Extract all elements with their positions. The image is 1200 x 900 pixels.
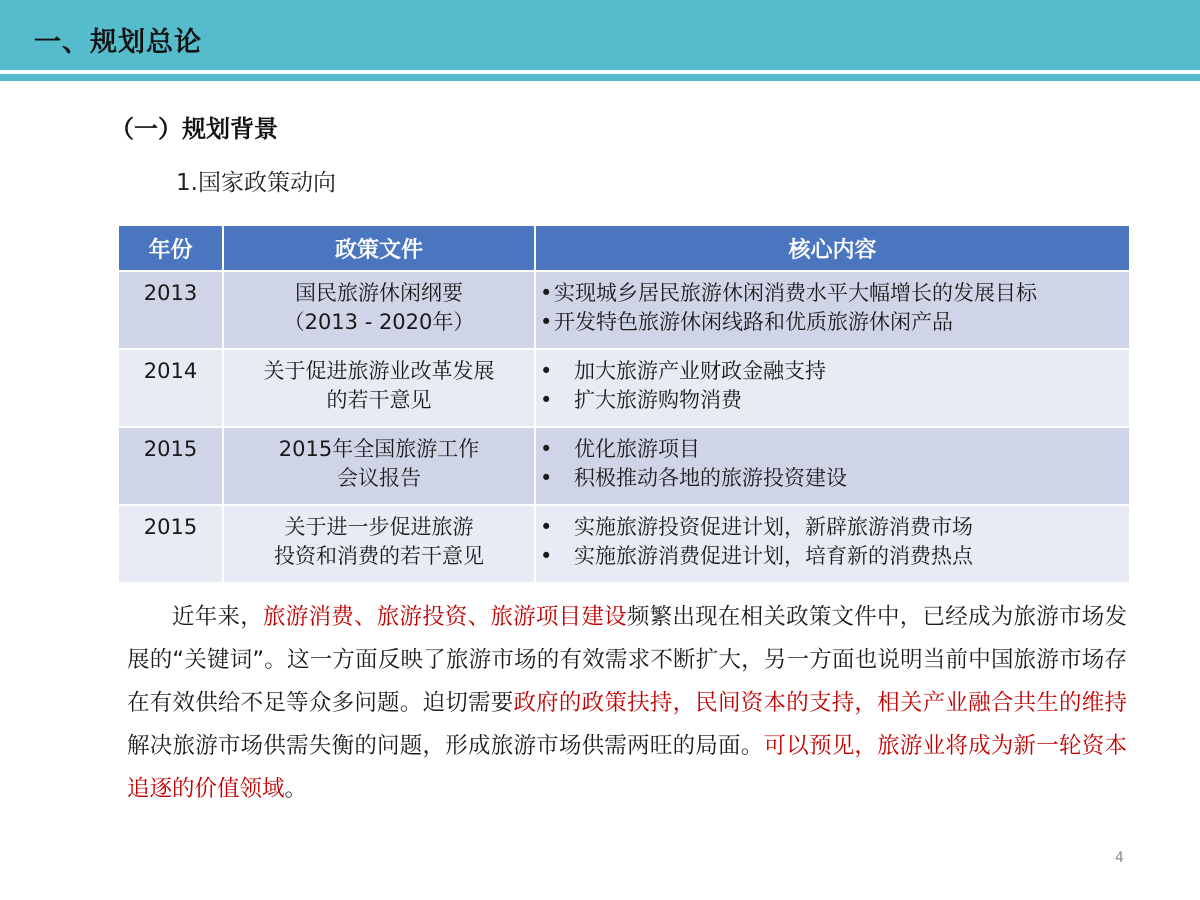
page-title: 一、规划总论 [34,27,202,58]
year-cell: 2015 [118,427,223,505]
bullet-dot: • [540,359,553,383]
bullet-item [540,357,1125,386]
bullet-item [540,513,1125,542]
document-line: 国民旅游休闲纲要 [295,281,463,305]
bullet-item [540,279,1125,308]
document-line: 会议报告 [337,466,421,490]
sub-heading: 1.国家政策动向 [176,170,336,196]
document-line: 的若干意见 [326,388,432,412]
bullet-dot: • [540,437,553,461]
content-cell [535,271,1130,349]
document-line: 2015年全国旅游工作 [278,437,480,461]
bullet-text: 加大旅游产业财政金融支持 [574,359,826,383]
bullet-text: 优化旅游项目 [574,437,700,461]
bullet-item [540,464,1125,493]
year-cell: 2015 [118,505,223,583]
policy-table [117,224,1131,584]
content-cell [535,505,1130,583]
paragraph-text: 。 [284,776,308,802]
bullet-item [540,435,1125,464]
bullet-text: 积极推动各地的旅游投资建设 [574,466,847,490]
header-divider [0,74,1200,81]
bullet-dot: • [540,281,553,305]
column-header-document: 政策文件 [223,225,535,271]
body-paragraph [127,596,1127,811]
table-row [118,271,1130,349]
bullet-item [540,542,1125,571]
bullet-text: 实现城乡居民旅游休闲消费水平大幅增长的发展目标 [554,281,1037,305]
bullet-dot: • [540,388,553,412]
section-heading: （一）规划背景 [110,115,278,143]
bullet-dot: • [540,515,553,539]
bullet-dot: • [540,544,553,568]
document-cell [223,427,535,505]
column-header-year: 年份 [118,225,223,271]
document-line: 关于促进旅游业改革发展 [263,359,495,383]
document-line: （2013 - 2020年） [283,310,475,334]
year-cell: 2013 [118,271,223,349]
table-row [118,427,1130,505]
document-line: 投资和消费的若干意见 [274,544,484,568]
bullet-item [540,386,1125,415]
paragraph-text: 近年来， [172,604,263,630]
paragraph-highlight: 可以预见，旅游业将成为新一轮资本追逐的价值领域 [127,733,1127,802]
bullet-text: 实施旅游投资促进计划，新辟旅游消费市场 [574,515,973,539]
year-cell: 2014 [118,349,223,427]
paragraph-text: 频繁出现在相关政策文件中，已经成为旅游市场发展的“关键词”。这一方面反映了旅游市场的有效需求不断扩大，另一方面也说明当前中国旅游市场存在有效供给不足等众多问题。迫切需要 [127,604,1127,716]
paragraph-highlight: 旅游消费、旅游投资、旅游项目建设 [262,604,627,630]
bullet-dot: • [540,466,553,490]
bullet-text: 扩大旅游购物消费 [574,388,742,412]
page-number: 4 [1115,850,1124,866]
paragraph-highlight: 政府的政策扶持，民间资本的支持，相关产业融合共生的维持 [513,690,1127,716]
bullet-item [540,308,1125,337]
table-row [118,349,1130,427]
document-cell [223,505,535,583]
table-row [118,505,1130,583]
content-cell [535,427,1130,505]
document-cell [223,271,535,349]
bullet-text: 实施旅游消费促进计划，培育新的消费热点 [574,544,973,568]
paragraph-text: 解决旅游市场供需失衡的问题，形成旅游市场供需两旺的局面。 [127,733,764,759]
bullet-dot: • [540,310,553,334]
document-line: 关于进一步促进旅游 [284,515,474,539]
column-header-content: 核心内容 [535,225,1130,271]
document-cell [223,349,535,427]
bullet-text: 开发特色旅游休闲线路和优质旅游休闲产品 [554,310,953,334]
content-cell [535,349,1130,427]
table-header-row [118,225,1130,271]
